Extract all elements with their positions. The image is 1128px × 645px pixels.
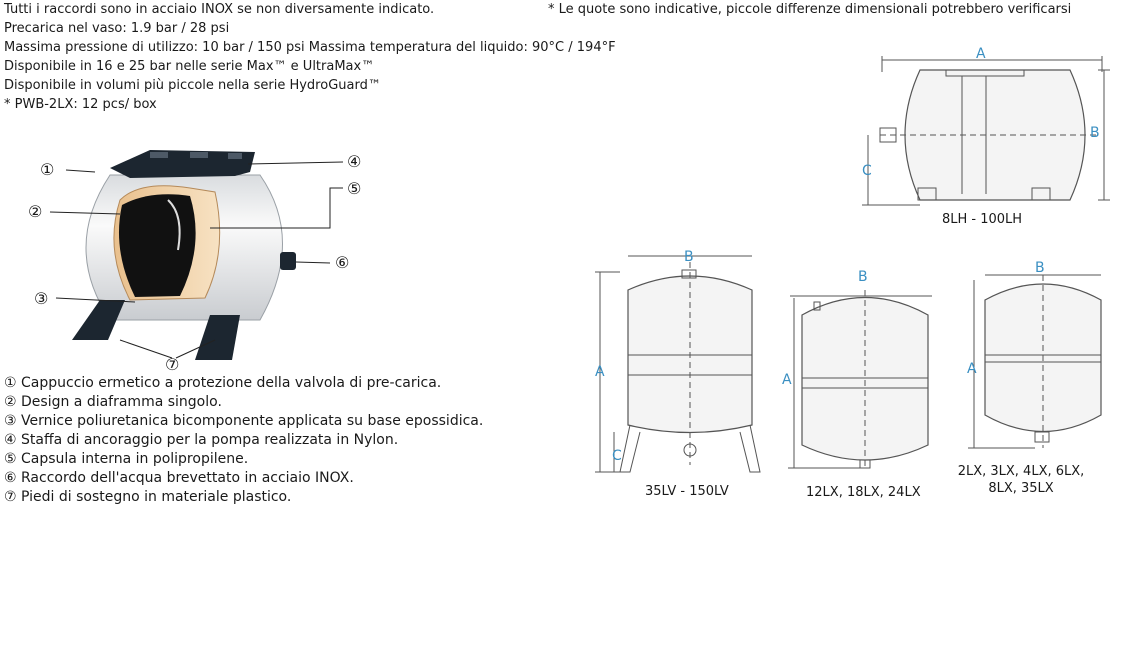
legend-item-5: ⑤ Capsula interna in polipropilene. xyxy=(4,451,249,467)
dim-c-horizontal: C xyxy=(862,163,872,179)
horizontal-tank-drawing xyxy=(860,40,1110,215)
legend-item-4: ④ Staffa di ancoraggio per la pompa realizzata in Nylon. xyxy=(4,432,399,448)
spec-max-pressure-temp: Massima pressione di utilizzo: 10 bar / 150 psi Massima temperatura del liquido: 90°C / 194°F xyxy=(4,40,616,55)
caption-horizontal: 8LH - 100LH xyxy=(942,212,1023,227)
legend-item-1: ① Cappuccio ermetico a protezione della valvola di pre-carica. xyxy=(4,375,442,391)
legend-item-2: ② Design a diaframma singolo. xyxy=(4,394,222,410)
lv-tank-drawing xyxy=(590,245,765,490)
callout-1: ① xyxy=(40,160,55,179)
caption-lx-mid: 12LX, 18LX, 24LX xyxy=(806,485,921,500)
dim-b-lx-mid: B xyxy=(858,269,868,285)
dim-a-horizontal: A xyxy=(976,46,986,62)
dim-c-lv: C xyxy=(612,448,622,464)
dimension-disclaimer: * Le quote sono indicative, piccole differenze dimensionali potrebbero verificarsi xyxy=(548,2,1072,17)
callout-3: ③ xyxy=(34,289,49,308)
legend-item-7: ⑦ Piedi di sostegno in materiale plastico. xyxy=(4,489,292,505)
dim-a-lx-mid: A xyxy=(782,372,792,388)
diaphragm xyxy=(119,194,196,297)
spec-hydroguard: Disponibile in volumi più piccole nella serie HydroGuard™ xyxy=(4,78,381,93)
callout-4: ④ xyxy=(347,152,362,171)
callout-2: ② xyxy=(28,202,43,221)
lx-small-tank-drawing xyxy=(962,258,1112,458)
dim-a-lx-small: A xyxy=(967,361,977,377)
legend-item-6: ⑥ Raccordo dell'acqua brevettato in acciaio INOX. xyxy=(4,470,354,486)
caption-lv: 35LV - 150LV xyxy=(645,484,729,499)
spec-box-qty: * PWB-2LX: 12 pcs/ box xyxy=(4,97,157,112)
tank-foot-right xyxy=(195,315,240,360)
callout-7: ⑦ xyxy=(165,355,180,374)
legend-item-3: ③ Vernice poliuretanica bicomponente applicata su base epossidica. xyxy=(4,413,484,429)
callout-5: ⑤ xyxy=(347,179,362,198)
spec-max-series: Disponibile in 16 e 25 bar nelle serie Max™ e UltraMax™ xyxy=(4,59,375,74)
caption-lx-small-line2: 8LX, 35LX xyxy=(988,481,1054,496)
lx-mid-tank-drawing xyxy=(778,265,948,480)
dim-b-horizontal: B xyxy=(1090,125,1100,141)
dim-a-lv: A xyxy=(595,364,605,380)
spec-precharge: Precarica nel vaso: 1.9 bar / 28 psi xyxy=(4,21,230,36)
dim-b-lv: B xyxy=(684,249,694,265)
spec-fittings: Tutti i raccordi sono in acciaio INOX se non diversamente indicato. xyxy=(4,2,435,17)
tank-cutaway-illustration xyxy=(0,130,380,375)
water-fitting xyxy=(280,252,296,270)
caption-lx-small-line1: 2LX, 3LX, 4LX, 6LX, xyxy=(957,464,1085,479)
dim-b-lx-small: B xyxy=(1035,260,1045,276)
callout-6: ⑥ xyxy=(335,253,350,272)
